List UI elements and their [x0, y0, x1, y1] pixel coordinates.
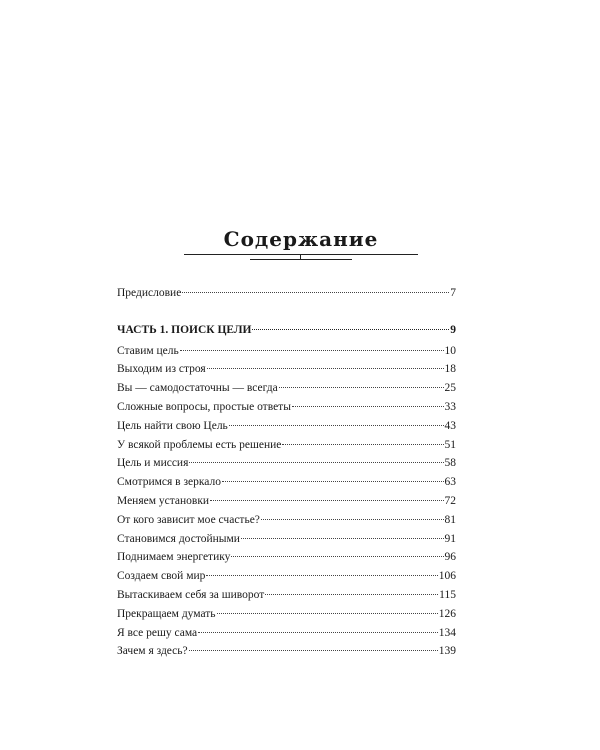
toc-row: [117, 417, 456, 436]
toc-entries: [117, 342, 456, 662]
toc-page-number: 106: [438, 570, 456, 583]
toc-label: Цель найти свою Цель: [117, 419, 228, 432]
toc-label: Сложные вопросы, простые ответы: [117, 400, 291, 413]
toc-label: Меняем установки: [117, 494, 210, 507]
toc-row: [117, 492, 456, 511]
toc-label: От кого зависит мое счастье?: [117, 513, 260, 526]
toc-page-number: 25: [444, 382, 456, 395]
dot-leader: [282, 444, 443, 445]
toc-row: [117, 398, 456, 417]
toc-row-preface: [117, 284, 456, 303]
toc-row: [117, 530, 456, 549]
toc-page-number: 33: [444, 400, 456, 413]
toc-label: Создаем свой мир: [117, 570, 206, 583]
toc-page-number: 139: [438, 645, 456, 658]
toc-label: Я все решу сама: [117, 626, 198, 639]
toc-row: [117, 436, 456, 455]
toc-label: У всякой проблемы есть решение: [117, 438, 282, 451]
toc-label: Вытаскиваем себя за шиворот: [117, 588, 265, 601]
title-rule-short: [250, 259, 352, 260]
toc-label: Вы — самодостаточны — всегда: [117, 382, 278, 395]
toc-page-number: 18: [444, 363, 456, 376]
dot-leader: [182, 292, 449, 293]
toc-page-number: 96: [444, 551, 456, 564]
toc-row: [117, 624, 456, 643]
dot-leader: [210, 500, 443, 501]
toc-page-number: 91: [444, 532, 456, 545]
toc-label: Прекращаем думать: [117, 607, 216, 620]
toc-row: [117, 548, 456, 567]
toc-page-number: 58: [444, 457, 456, 470]
toc-label: Выходим из строя: [117, 363, 206, 376]
toc-page-number: 51: [444, 438, 456, 451]
toc-row: [117, 642, 456, 661]
toc-row: [117, 511, 456, 530]
dot-leader: [189, 650, 438, 651]
table-of-contents: [117, 284, 456, 661]
toc-page-number: 9: [450, 323, 456, 336]
toc-row: [117, 567, 456, 586]
toc-label: Смотримся в зеркало: [117, 476, 221, 489]
toc-label: Ставим цель: [117, 344, 179, 357]
dot-leader: [222, 481, 444, 482]
toc-label: Предисловие: [117, 287, 182, 299]
dot-leader: [241, 538, 444, 539]
dot-leader: [206, 575, 437, 576]
dot-leader: [229, 425, 444, 426]
toc-row: [117, 360, 456, 379]
page-title: Содержание: [223, 227, 379, 251]
dot-leader: [207, 368, 444, 369]
toc-page-number: 126: [438, 607, 456, 620]
toc-row: [117, 586, 456, 605]
dot-leader: [265, 594, 438, 595]
dot-leader: [198, 632, 438, 633]
toc-page-number: 63: [444, 476, 456, 489]
toc-part-label: ЧАСТЬ 1. ПОИСК ЦЕЛИ: [117, 323, 252, 336]
dot-leader: [279, 387, 444, 388]
dot-leader: [231, 556, 443, 557]
toc-row: [117, 454, 456, 473]
toc-row: [117, 473, 456, 492]
toc-page-number: 115: [439, 588, 456, 601]
title-block: [184, 226, 418, 252]
title-rule-long: [184, 254, 418, 255]
toc-label: Поднимаем энергетику: [117, 551, 231, 564]
toc-row: [117, 342, 456, 361]
dot-leader: [217, 613, 438, 614]
toc-page-number: 72: [444, 494, 456, 507]
toc-row-part: [117, 321, 456, 340]
dot-leader: [189, 462, 443, 463]
toc-row: [117, 605, 456, 624]
dot-leader: [292, 406, 444, 407]
toc-label: Зачем я здесь?: [117, 645, 188, 658]
toc-page-number: 81: [444, 513, 456, 526]
dot-leader: [261, 519, 444, 520]
dot-leader: [180, 350, 444, 351]
toc-label: Цель и миссия: [117, 457, 189, 470]
toc-row: [117, 379, 456, 398]
toc-label: Становимся достойными: [117, 532, 240, 545]
toc-page-number: 7: [450, 287, 456, 299]
toc-page-number: 43: [444, 419, 456, 432]
toc-page-number: 134: [438, 626, 456, 639]
toc-page-number: 10: [444, 344, 456, 357]
dot-leader: [252, 329, 449, 330]
